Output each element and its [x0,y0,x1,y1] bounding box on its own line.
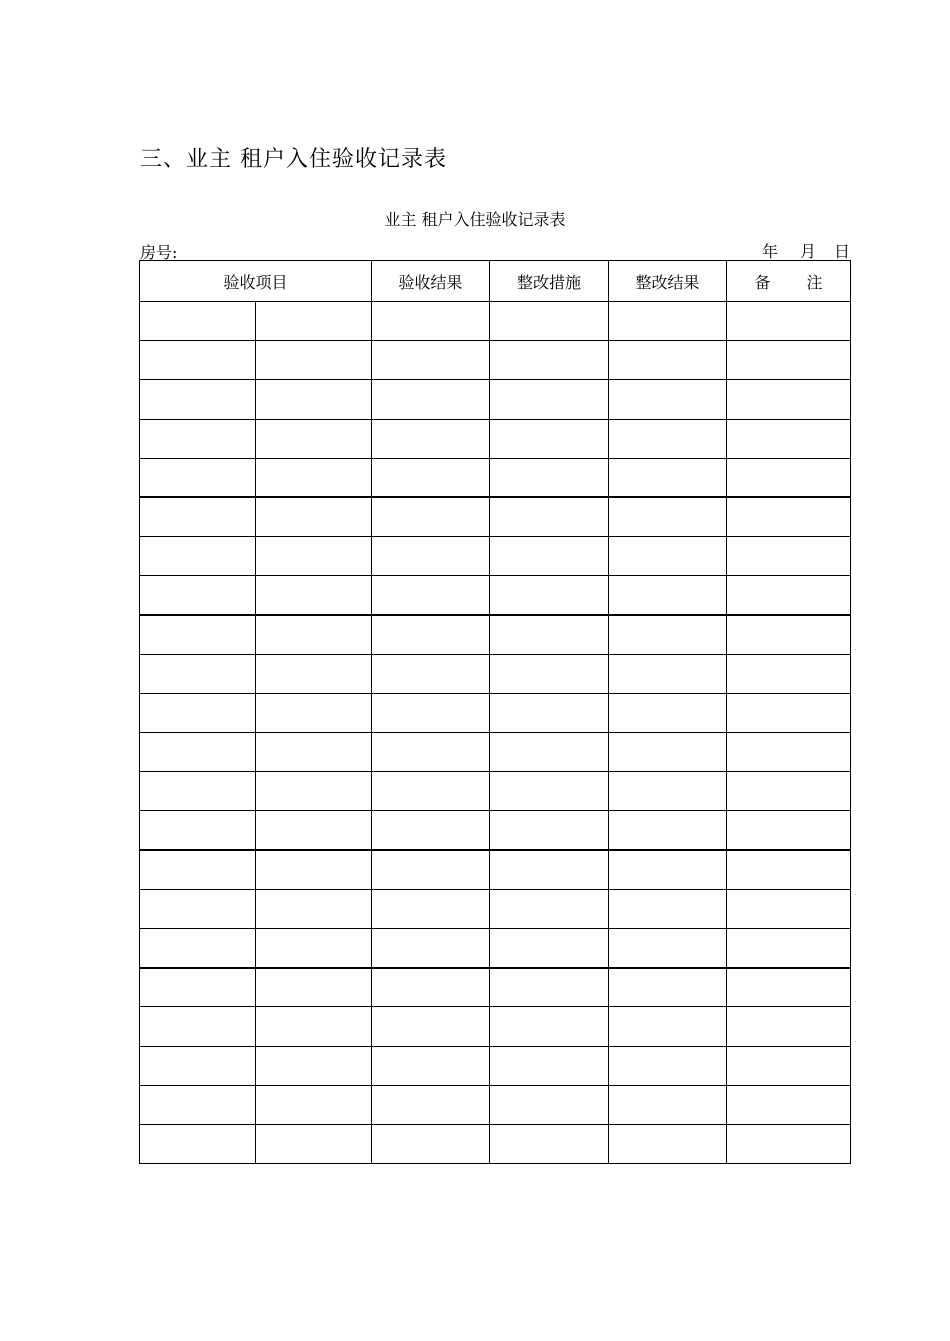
table-cell[interactable] [372,1124,490,1163]
table-row [140,576,851,615]
table-cell[interactable] [140,341,256,380]
table-cell[interactable] [140,889,256,928]
table-cell[interactable] [140,654,256,693]
table-cell[interactable] [727,1046,851,1085]
table-cell[interactable] [490,1046,609,1085]
table-cell[interactable] [609,419,727,458]
table-cell[interactable] [372,419,490,458]
table-cell[interactable] [609,497,727,536]
table-cell[interactable] [140,1124,256,1163]
header-remarks-part2: 注 [806,272,823,292]
inspection-record-table [139,260,851,1164]
table-header-row [140,261,851,302]
table-cell[interactable] [140,693,256,732]
table-cell[interactable] [727,733,851,772]
table-row [140,811,851,850]
table-cell[interactable] [609,1085,727,1124]
table-cell[interactable] [609,576,727,615]
table-cell[interactable] [140,497,256,536]
table-cell[interactable] [490,733,609,772]
table-cell[interactable] [609,654,727,693]
table-cell[interactable] [256,419,372,458]
table-row [140,1085,851,1124]
table-cell[interactable] [140,419,256,458]
table-cell[interactable] [140,537,256,576]
table-cell[interactable] [372,341,490,380]
table-row [140,772,851,811]
table-cell[interactable] [490,380,609,419]
header-rectification-result: 整改结果 [609,261,727,302]
table-cell[interactable] [490,850,609,889]
table-cell[interactable] [609,1124,727,1163]
table-cell[interactable] [490,537,609,576]
table-cell[interactable] [256,733,372,772]
table-cell[interactable] [727,341,851,380]
table-cell[interactable] [256,615,372,654]
table-cell[interactable] [490,811,609,850]
table-cell[interactable] [727,1085,851,1124]
table-row [140,1007,851,1046]
table-cell[interactable] [256,654,372,693]
table-row [140,341,851,380]
table-cell[interactable] [727,576,851,615]
table-cell[interactable] [256,968,372,1007]
table-cell[interactable] [256,1124,372,1163]
table-cell[interactable] [140,458,256,497]
table-cell[interactable] [727,850,851,889]
table-cell[interactable] [256,811,372,850]
table-row [140,537,851,576]
table-cell[interactable] [727,889,851,928]
table-cell[interactable] [490,654,609,693]
table-cell[interactable] [256,1085,372,1124]
table-cell[interactable] [609,458,727,497]
table-cell[interactable] [609,1046,727,1085]
table-cell[interactable] [490,497,609,536]
table-cell[interactable] [727,419,851,458]
table-cell[interactable] [140,615,256,654]
table-cell[interactable] [372,693,490,732]
section-title: 三、业主 租户入住验收记录表 [140,147,447,172]
table-cell[interactable] [490,576,609,615]
table-cell[interactable] [490,458,609,497]
table-cell[interactable] [490,302,609,341]
table-cell[interactable] [609,889,727,928]
table-cell[interactable] [140,968,256,1007]
table-cell[interactable] [256,850,372,889]
table-cell[interactable] [372,1007,490,1046]
table-cell[interactable] [609,302,727,341]
table-cell[interactable] [372,654,490,693]
table-cell[interactable] [372,889,490,928]
table-cell[interactable] [372,850,490,889]
table-row [140,693,851,732]
table-cell[interactable] [140,302,256,341]
table-cell[interactable] [372,497,490,536]
table-cell[interactable] [372,302,490,341]
table-row [140,929,851,968]
table-cell[interactable] [256,537,372,576]
table-cell[interactable] [256,929,372,968]
header-inspection-item: 验收项目 [140,261,372,302]
table-cell[interactable] [372,929,490,968]
room-number-label: 房号: [140,243,178,262]
table-row [140,380,851,419]
table-cell[interactable] [490,615,609,654]
table-cell[interactable] [609,615,727,654]
table-row [140,302,851,341]
table-cell[interactable] [140,772,256,811]
table-cell[interactable] [490,341,609,380]
table-cell[interactable] [372,615,490,654]
table-cell[interactable] [609,380,727,419]
table-cell[interactable] [727,811,851,850]
table-row [140,733,851,772]
table-cell[interactable] [490,968,609,1007]
table-row [140,850,851,889]
header-inspection-result: 验收结果 [372,261,490,302]
table-row [140,419,851,458]
table-cell[interactable] [372,1085,490,1124]
header-rectification-measures: 整改措施 [490,261,609,302]
table-cell[interactable] [609,693,727,732]
table-cell[interactable] [727,1007,851,1046]
table-row [140,615,851,654]
table-row [140,458,851,497]
table-cell[interactable] [256,497,372,536]
table-cell[interactable] [140,576,256,615]
table-cell[interactable] [372,772,490,811]
table-cell[interactable] [727,302,851,341]
table-row [140,968,851,1007]
table-cell[interactable] [609,772,727,811]
table-cell[interactable] [727,693,851,732]
table-cell[interactable] [490,419,609,458]
table-cell[interactable] [727,458,851,497]
table-row [140,497,851,536]
table-cell[interactable] [372,576,490,615]
table-cell[interactable] [490,693,609,732]
table-cell[interactable] [140,929,256,968]
table-cell[interactable] [609,929,727,968]
table-cell[interactable] [609,537,727,576]
table-cell[interactable] [490,929,609,968]
table-cell[interactable] [727,615,851,654]
table-cell[interactable] [256,576,372,615]
table-cell[interactable] [372,1046,490,1085]
table-cell[interactable] [490,772,609,811]
table-cell[interactable] [372,733,490,772]
table-cell[interactable] [727,1124,851,1163]
table-cell[interactable] [727,380,851,419]
date-day-label: 日 [834,242,851,261]
table-cell[interactable] [256,693,372,732]
table-cell[interactable] [140,1085,256,1124]
table-row [140,889,851,928]
table-cell[interactable] [256,302,372,341]
table-cell[interactable] [372,968,490,1007]
table-cell[interactable] [727,968,851,1007]
table-cell[interactable] [727,929,851,968]
header-remarks-part1: 备 [754,272,771,292]
table-cell[interactable] [140,1007,256,1046]
table-cell[interactable] [256,1007,372,1046]
table-cell[interactable] [727,537,851,576]
table-row [140,654,851,693]
table-row [140,1124,851,1163]
table-cell[interactable] [256,772,372,811]
table-cell[interactable] [140,850,256,889]
table-cell[interactable] [609,341,727,380]
table-cell[interactable] [256,889,372,928]
table-body [140,302,851,1164]
table-cell[interactable] [256,380,372,419]
header-remarks [727,261,851,302]
table-cell[interactable] [727,497,851,536]
table-cell[interactable] [609,811,727,850]
table-cell[interactable] [490,889,609,928]
table-cell[interactable] [609,1007,727,1046]
table-cell[interactable] [609,850,727,889]
table-cell[interactable] [609,968,727,1007]
table-cell[interactable] [727,654,851,693]
table-cell[interactable] [609,733,727,772]
table-cell[interactable] [727,772,851,811]
date-month-label: 月 [800,242,817,261]
table-cell[interactable] [140,811,256,850]
table-cell[interactable] [140,1046,256,1085]
table-row [140,1046,851,1085]
table-cell[interactable] [372,380,490,419]
date-year-label: 年 [762,242,779,261]
table-cell[interactable] [372,537,490,576]
table-cell[interactable] [490,1085,609,1124]
table-cell[interactable] [140,733,256,772]
table-cell[interactable] [256,1046,372,1085]
table-cell[interactable] [256,458,372,497]
table-title: 业主 租户入住验收记录表 [384,210,566,229]
table-cell[interactable] [372,458,490,497]
table-cell[interactable] [490,1007,609,1046]
table-cell[interactable] [372,811,490,850]
table-cell[interactable] [490,1124,609,1163]
table-cell[interactable] [140,380,256,419]
table-cell[interactable] [256,341,372,380]
